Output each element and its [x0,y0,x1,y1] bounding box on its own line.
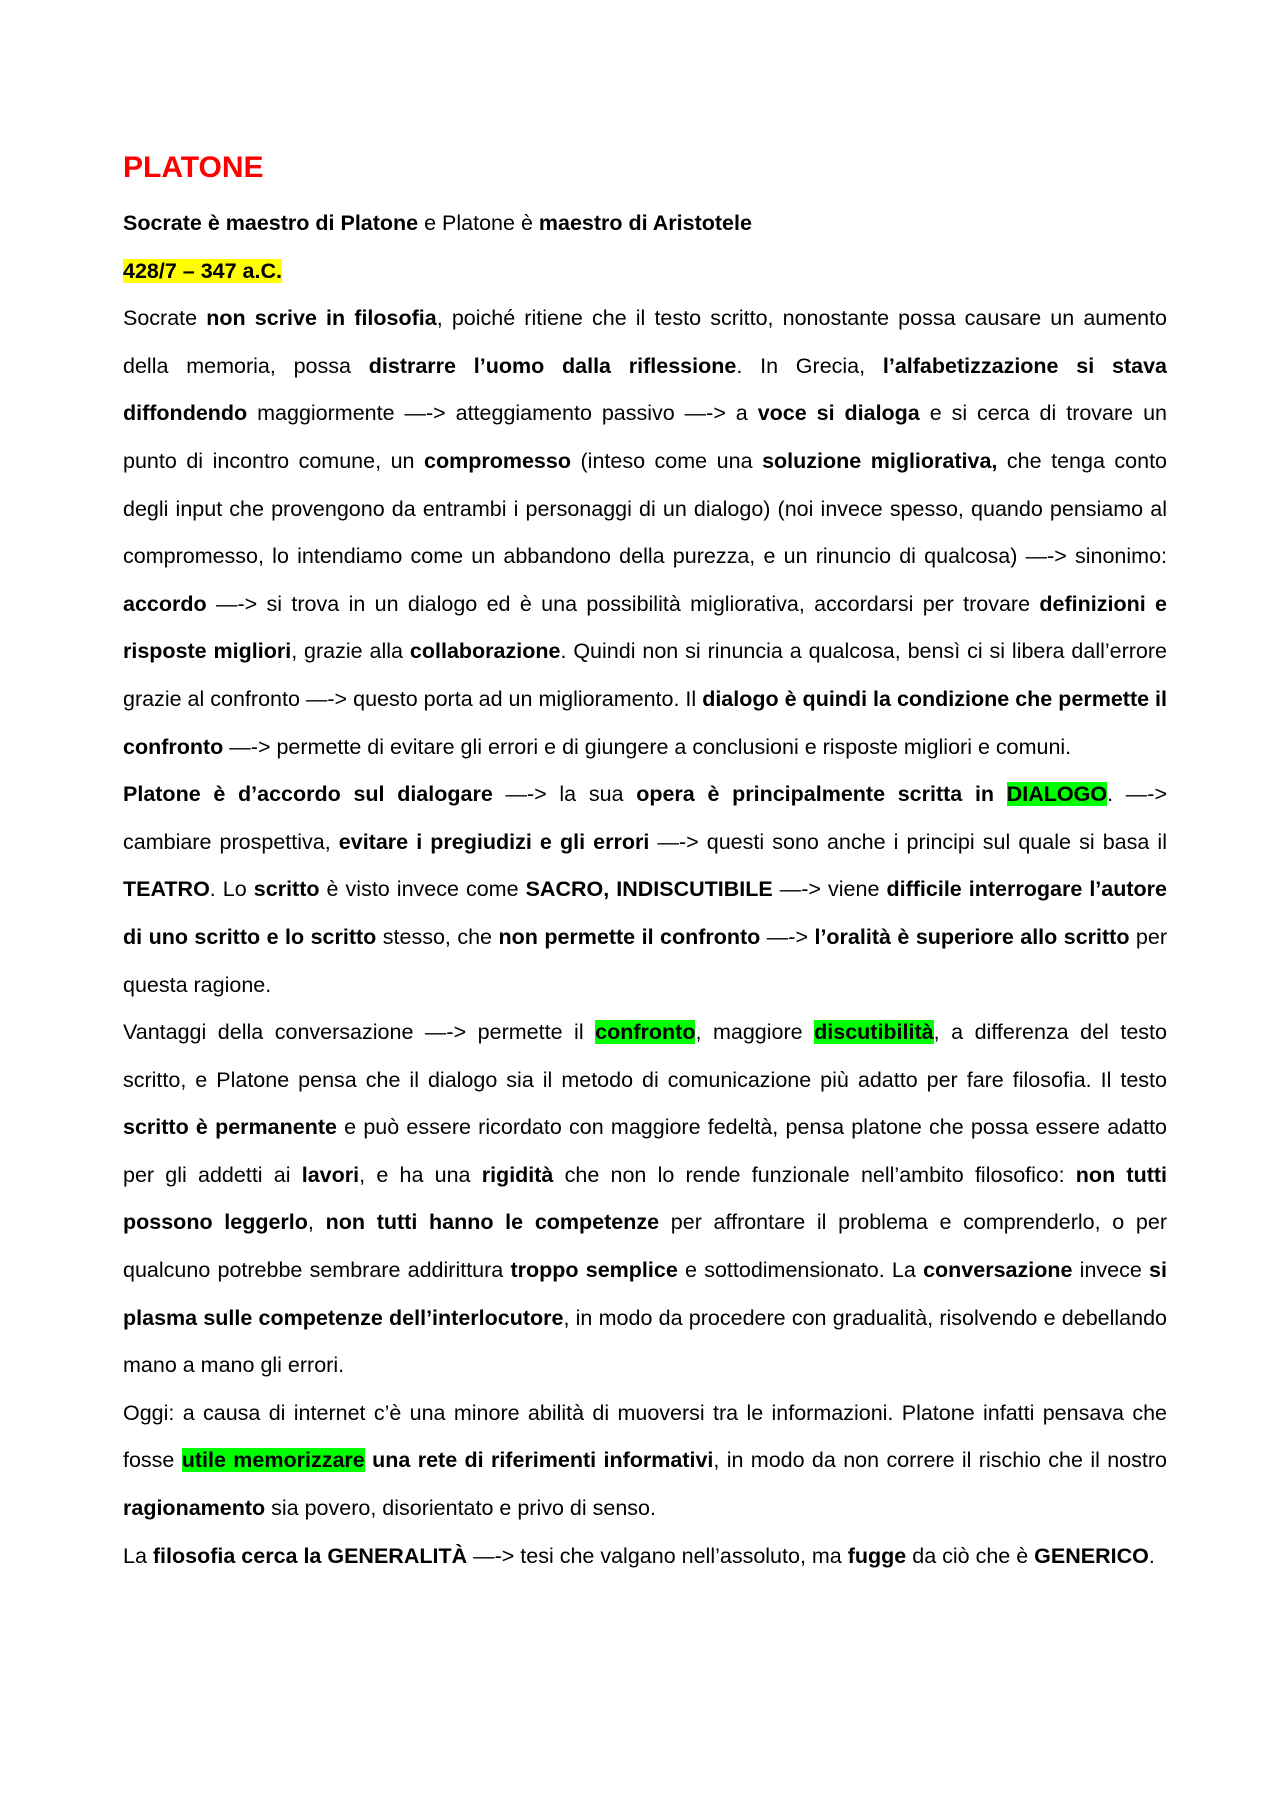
dates-line [123,248,1167,296]
text-run: (inteso come una [570,448,763,473]
bold-text: distrarre l’uomo dalla riflessione [368,353,737,378]
bold-text: una rete di riferimenti informativi [372,1448,714,1473]
bold-text: SACRO, INDISCUTIBILE [525,877,773,902]
text-run: da ciò che è [906,1543,1035,1568]
highlighted-text: discutibilità [814,1020,934,1045]
text-run: per questa ragione. [123,924,1168,997]
bold-text: definizioni e risposte migliori [123,591,1167,664]
text-run: —-> questi sono anche i principi sul quale si basa il [649,829,1167,854]
highlighted-text: utile memorizzare [181,1448,365,1473]
bold-text: collaborazione [409,639,561,664]
bold-text: fugge [847,1543,907,1568]
text-run: che non lo rende funzionale nell’ambito filosofico: [553,1162,1076,1187]
text-run: . —-> cambiare prospettiva, [123,782,1167,854]
bold-text: difficile interrogare l’autore di uno scritto e lo scritto [123,877,1167,949]
paragraph-platone-dialogo [123,771,1167,1009]
text-run: —-> permette di evitare gli errori e di giungere a conclusioni e risposte migliori e comuni. [223,734,1072,759]
bold-text: filosofia cerca la GENERALITÀ [152,1543,468,1568]
text-run: , a differenza del testo scritto, e Platone pensa che il dialogo sia il metodo di comunicazione più adatto per fare filosofia. Il testo [123,1020,1167,1092]
text-run: —-> [760,924,815,949]
bold-text: scritto [253,877,320,902]
bold-text: maestro di Aristotele [538,211,752,235]
text-run: che tenga conto degli input che provengono da entrambi i personaggi di un dialogo) (noi invece spesso, quando pensiamo al compromesso, lo intendiamo come un abbandono della purezza, e un rinuncio di qualcosa) —-> sinonimo: [123,448,1168,569]
text-run: stesso, che [376,924,499,949]
page-title: PLATONE [123,151,264,184]
intro-line [123,200,1167,248]
document-page [123,150,1167,1580]
bold-text: Socrate è maestro di Platone [123,211,419,235]
text-run: maggiormente —-> atteggiamento passivo —-> a [247,401,758,426]
bold-text: conversazione [923,1258,1073,1283]
bold-text: si plasma sulle competenze dell’interlocutore [123,1258,1167,1330]
bold-text: non tutti possono leggerlo [123,1162,1167,1235]
text-run: , maggiore [695,1020,815,1045]
bold-text: ragionamento [123,1496,266,1521]
bold-text: lavori [301,1162,360,1187]
bold-text: non tutti hanno le competenze [325,1210,660,1235]
bold-text: Platone è d’accordo sul dialogare [123,782,493,807]
text-run: —-> viene [772,877,887,902]
bold-text: compromesso [424,448,571,473]
bold-text: accordo [123,591,207,616]
bold-text: l’alfabetizzazione si stava diffondendo [123,353,1167,426]
bold-text: troppo semplice [510,1258,678,1283]
text-run: e Platone è [418,211,539,235]
text-run: —-> tesi che valgano nell’assoluto, ma [467,1543,848,1568]
text-run: —-> la sua [492,782,637,807]
bold-text: GENERICO [1034,1543,1149,1568]
text-run: , in modo da non correre il rischio che il nostro [713,1448,1167,1473]
text-run: . In Grecia, [736,353,883,378]
text-run: Vantaggi della conversazione —-> permette il [123,1020,596,1045]
text-run: , e ha una [359,1162,482,1187]
text-run: Oggi: a causa di internet c’è una minore abilità di muoversi tra le informazioni. Platone infatti pensava che fosse [123,1400,1167,1473]
text-run: e sottodimensionato. La [677,1258,924,1283]
text-run: . [1148,1543,1155,1568]
text-run: . Quindi non si rinuncia a qualcosa, bensì ci si libera dall’errore grazie al confronto —-> questo porta ad un miglioramento. Il [123,639,1168,711]
bold-text: rigidità [481,1162,554,1187]
bold-text: opera è principalmente scritta in [636,782,1007,807]
paragraph-vantaggi [123,1009,1167,1390]
bold-text: soluzione migliorativa, [762,448,998,473]
bold-text: voce si dialoga [757,401,920,426]
paragraph-oggi [123,1390,1167,1533]
text-run: , [307,1210,326,1235]
text-run: , in modo da procedere con gradualità, risolvendo e debellando mano a mano gli errori. [123,1305,1167,1378]
bold-text: dialogo è quindi la condizione che permette il confronto [123,686,1167,759]
text-run: La [123,1543,153,1568]
text-run: è visto invece come [319,877,526,902]
text-run: —-> si trova in un dialogo ed è una possibilità migliorativa, accordarsi per trovare [206,591,1040,616]
paragraph-socrate [123,295,1167,771]
bold-text: scritto è permanente [123,1115,337,1140]
highlighted-text: DIALOGO [1006,782,1108,807]
paragraph-filosofia [123,1533,1167,1581]
bold-text: l’oralità è superiore allo scritto [814,924,1130,949]
text-run: sia povero, disorientato e privo di senso. [265,1496,656,1521]
text-run: per affrontare il problema e comprenderlo, o per qualcuno potrebbe sembrare addirittura [123,1210,1168,1283]
text-run: e può essere ricordato con maggiore fedeltà, pensa platone che possa essere adatto per gli addetti ai [123,1115,1168,1187]
bold-text: non permette il confronto [498,924,761,949]
text-run: , grazie alla [291,639,410,664]
text-run: . Lo [209,877,254,902]
text-run: e si cerca di trovare un punto di incontro comune, un [123,401,1167,473]
text-run: Socrate [123,306,207,331]
highlighted-text: confronto [595,1020,696,1045]
bold-text: TEATRO [123,877,210,902]
bold-text: non scrive in filosofia [206,306,437,331]
highlighted-text: 428/7 – 347 a.C. [123,258,282,283]
text-run: , poiché ritiene che il testo scritto, nonostante possa causare un aumento della memoria, possa [123,306,1167,378]
bold-text: evitare i pregiudizi e gli errori [338,829,650,854]
text-run: invece [1072,1258,1150,1283]
